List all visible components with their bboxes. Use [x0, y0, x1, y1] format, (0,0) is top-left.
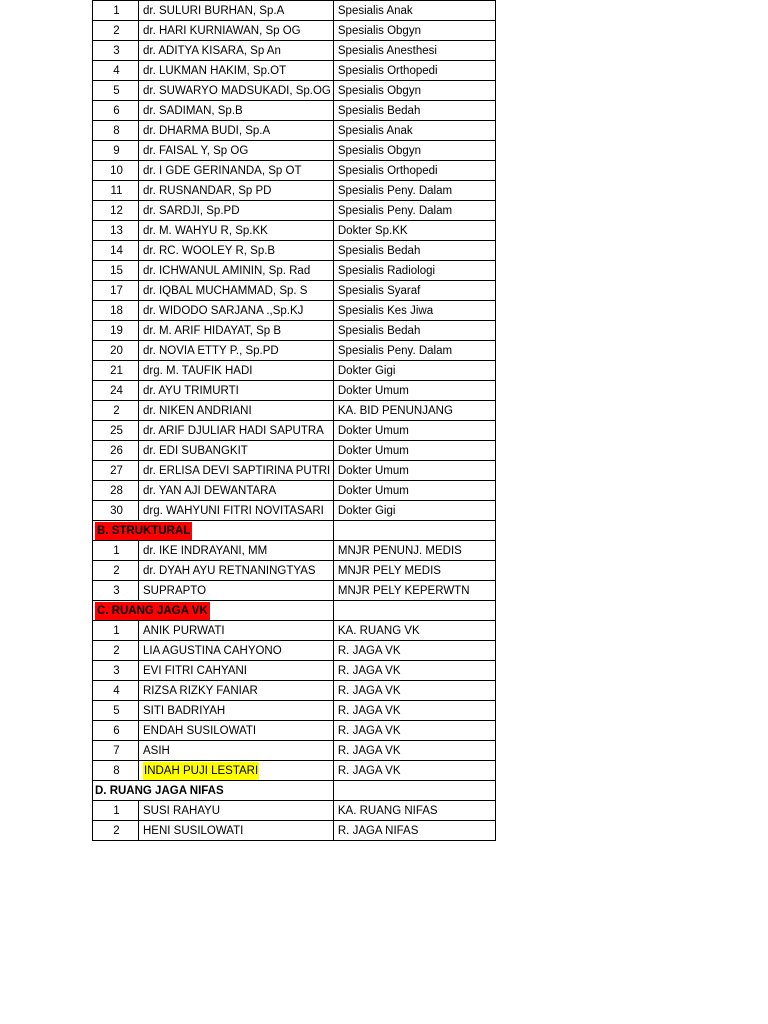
- table-row: [93, 561, 496, 581]
- table-row: [93, 41, 496, 61]
- row-number: 9: [93, 141, 139, 161]
- section-blank-cell: [333, 781, 495, 801]
- row-number: 1: [93, 801, 139, 821]
- table-row: [93, 141, 496, 161]
- row-number: 13: [93, 221, 139, 241]
- row-role: Dokter Gigi: [333, 501, 495, 521]
- table-row: [93, 201, 496, 221]
- row-number: 1: [93, 541, 139, 561]
- section-title: [93, 521, 334, 541]
- row-number: 2: [93, 401, 139, 421]
- row-name: ANIK PURWATI: [139, 621, 334, 641]
- row-name: dr. AYU TRIMURTI: [139, 381, 334, 401]
- row-name: dr. DYAH AYU RETNANINGTYAS: [139, 561, 334, 581]
- row-name: dr. DHARMA BUDI, Sp.A: [139, 121, 334, 141]
- table-row: [93, 621, 496, 641]
- section-title: D. RUANG JAGA NIFAS: [93, 781, 334, 801]
- row-number: 3: [93, 581, 139, 601]
- table-row: [93, 821, 496, 841]
- row-role: Spesialis Anesthesi: [333, 41, 495, 61]
- row-role: R. JAGA VK: [333, 681, 495, 701]
- table-body: [93, 1, 496, 841]
- row-number: 15: [93, 261, 139, 281]
- row-number: 6: [93, 721, 139, 741]
- table-row: [93, 61, 496, 81]
- row-name: dr. WIDODO SARJANA .,Sp.KJ: [139, 301, 334, 321]
- row-number: 1: [93, 621, 139, 641]
- row-role: Spesialis Obgyn: [333, 81, 495, 101]
- row-number: 28: [93, 481, 139, 501]
- table-row: [93, 641, 496, 661]
- row-role: Spesialis Peny. Dalam: [333, 201, 495, 221]
- row-name: RIZSA RIZKY FANIAR: [139, 681, 334, 701]
- table-row: [93, 161, 496, 181]
- table-row: [93, 721, 496, 741]
- row-name: dr. ERLISA DEVI SAPTIRINA PUTRI: [139, 461, 334, 481]
- table-row: [93, 101, 496, 121]
- row-role: Spesialis Peny. Dalam: [333, 341, 495, 361]
- row-name: drg. WAHYUNI FITRI NOVITASARI: [139, 501, 334, 521]
- row-role: R. JAGA VK: [333, 701, 495, 721]
- row-role: Spesialis Bedah: [333, 241, 495, 261]
- row-name: EVI FITRI CAHYANI: [139, 661, 334, 681]
- table-row: [93, 541, 496, 561]
- row-name: dr. EDI SUBANGKIT: [139, 441, 334, 461]
- row-role: Spesialis Bedah: [333, 101, 495, 121]
- row-role: Spesialis Radiologi: [333, 261, 495, 281]
- row-name: dr. LUKMAN HAKIM, Sp.OT: [139, 61, 334, 81]
- row-number: 30: [93, 501, 139, 521]
- row-number: 2: [93, 561, 139, 581]
- row-name: dr. YAN AJI DEWANTARA: [139, 481, 334, 501]
- table-row: [93, 21, 496, 41]
- table-row: [93, 661, 496, 681]
- row-number: 12: [93, 201, 139, 221]
- section-header-row: [93, 781, 496, 801]
- row-number: 19: [93, 321, 139, 341]
- row-role: Dokter Gigi: [333, 361, 495, 381]
- row-name: dr. IKE INDRAYANI, MM: [139, 541, 334, 561]
- row-number: 14: [93, 241, 139, 261]
- row-name: dr. ICHWANUL AMININ, Sp. Rad: [139, 261, 334, 281]
- row-role: Dokter Umum: [333, 381, 495, 401]
- row-name: drg. M. TAUFIK HADI: [139, 361, 334, 381]
- row-name: dr. IQBAL MUCHAMMAD, Sp. S: [139, 281, 334, 301]
- table-row: [93, 181, 496, 201]
- row-role: KA. BID PENUNJANG: [333, 401, 495, 421]
- table-row: [93, 221, 496, 241]
- row-name: dr. M. ARIF HIDAYAT, Sp B: [139, 321, 334, 341]
- row-number: 18: [93, 301, 139, 321]
- staff-table: [92, 0, 496, 841]
- section-header-row: [93, 521, 496, 541]
- row-name: dr. SARDJI, Sp.PD: [139, 201, 334, 221]
- row-name: dr. RC. WOOLEY R, Sp.B: [139, 241, 334, 261]
- row-name: [139, 761, 334, 781]
- row-role: Dokter Umum: [333, 481, 495, 501]
- row-role: MNJR PENUNJ. MEDIS: [333, 541, 495, 561]
- row-role: MNJR PELY KEPERWTN: [333, 581, 495, 601]
- row-number: 27: [93, 461, 139, 481]
- row-role: R. JAGA VK: [333, 641, 495, 661]
- row-name: dr. I GDE GERINANDA, Sp OT: [139, 161, 334, 181]
- section-blank-cell: [333, 521, 495, 541]
- row-name: dr. ARIF DJULIAR HADI SAPUTRA: [139, 421, 334, 441]
- row-number: 4: [93, 61, 139, 81]
- row-role: Dokter Umum: [333, 461, 495, 481]
- table-row: [93, 301, 496, 321]
- row-role: R. JAGA VK: [333, 661, 495, 681]
- row-number: 24: [93, 381, 139, 401]
- row-role: R. JAGA VK: [333, 761, 495, 781]
- table-row: [93, 341, 496, 361]
- row-number: 3: [93, 41, 139, 61]
- row-role: Dokter Sp.KK: [333, 221, 495, 241]
- table-row: [93, 741, 496, 761]
- table-row: [93, 261, 496, 281]
- table-row: [93, 281, 496, 301]
- row-number: 6: [93, 101, 139, 121]
- row-number: 2: [93, 821, 139, 841]
- row-role: KA. RUANG VK: [333, 621, 495, 641]
- section-title-highlight: C. RUANG JAGA VK: [95, 602, 210, 620]
- row-number: 21: [93, 361, 139, 381]
- table-row: [93, 321, 496, 341]
- row-name: dr. ADITYA KISARA, Sp An: [139, 41, 334, 61]
- row-name: dr. SADIMAN, Sp.B: [139, 101, 334, 121]
- row-number: 2: [93, 641, 139, 661]
- row-name: SITI BADRIYAH: [139, 701, 334, 721]
- table-row: [93, 421, 496, 441]
- table-row: [93, 441, 496, 461]
- row-number: 5: [93, 701, 139, 721]
- row-number: 20: [93, 341, 139, 361]
- row-role: Spesialis Anak: [333, 121, 495, 141]
- row-role: KA. RUANG NIFAS: [333, 801, 495, 821]
- row-number: 10: [93, 161, 139, 181]
- table-row: [93, 501, 496, 521]
- row-name-highlight: INDAH PUJI LESTARI: [143, 762, 259, 780]
- table-row: [93, 381, 496, 401]
- row-name: dr. NIKEN ANDRIANI: [139, 401, 334, 421]
- row-name: SUSI RAHAYU: [139, 801, 334, 821]
- row-role: Spesialis Obgyn: [333, 21, 495, 41]
- row-role: Spesialis Anak: [333, 1, 495, 21]
- row-number: 11: [93, 181, 139, 201]
- row-role: Dokter Umum: [333, 441, 495, 461]
- table-row: [93, 481, 496, 501]
- section-header-row: [93, 601, 496, 621]
- row-name: SUPRAPTO: [139, 581, 334, 601]
- row-name: HENI SUSILOWATI: [139, 821, 334, 841]
- row-number: 1: [93, 1, 139, 21]
- row-number: 8: [93, 121, 139, 141]
- section-title-highlight: B. STRUKTURAL: [95, 522, 192, 540]
- row-role: Spesialis Obgyn: [333, 141, 495, 161]
- row-name: ASIH: [139, 741, 334, 761]
- row-number: 5: [93, 81, 139, 101]
- row-role: Dokter Umum: [333, 421, 495, 441]
- row-name: dr. NOVIA ETTY P., Sp.PD: [139, 341, 334, 361]
- table-row: [93, 681, 496, 701]
- table-row: [93, 81, 496, 101]
- row-name: ENDAH SUSILOWATI: [139, 721, 334, 741]
- row-number: 3: [93, 661, 139, 681]
- row-number: 2: [93, 21, 139, 41]
- section-title: [93, 601, 334, 621]
- table-row: [93, 461, 496, 481]
- row-role: R. JAGA VK: [333, 721, 495, 741]
- row-number: 26: [93, 441, 139, 461]
- row-role: R. JAGA VK: [333, 741, 495, 761]
- table-row: [93, 701, 496, 721]
- row-role: Spesialis Syaraf: [333, 281, 495, 301]
- row-name: dr. M. WAHYU R, Sp.KK: [139, 221, 334, 241]
- table-row: [93, 1, 496, 21]
- table-row: [93, 241, 496, 261]
- row-name: dr. RUSNANDAR, Sp PD: [139, 181, 334, 201]
- row-name: dr. FAISAL Y, Sp OG: [139, 141, 334, 161]
- table-row: [93, 401, 496, 421]
- table-row: [93, 801, 496, 821]
- row-role: Spesialis Peny. Dalam: [333, 181, 495, 201]
- row-number: 8: [93, 761, 139, 781]
- section-blank-cell: [333, 601, 495, 621]
- table-row: [93, 761, 496, 781]
- row-name: dr. SUWARYO MADSUKADI, Sp.OG: [139, 81, 334, 101]
- row-role: Spesialis Orthopedi: [333, 61, 495, 81]
- row-name: LIA AGUSTINA CAHYONO: [139, 641, 334, 661]
- row-number: 17: [93, 281, 139, 301]
- row-role: Spesialis Kes Jiwa: [333, 301, 495, 321]
- row-name: dr. HARI KURNIAWAN, Sp OG: [139, 21, 334, 41]
- row-role: R. JAGA NIFAS: [333, 821, 495, 841]
- row-name: dr. SULURI BURHAN, Sp.A: [139, 1, 334, 21]
- row-number: 25: [93, 421, 139, 441]
- row-role: MNJR PELY MEDIS: [333, 561, 495, 581]
- table-row: [93, 361, 496, 381]
- table-row: [93, 581, 496, 601]
- row-number: 4: [93, 681, 139, 701]
- table-row: [93, 121, 496, 141]
- row-role: Spesialis Bedah: [333, 321, 495, 341]
- row-role: Spesialis Orthopedi: [333, 161, 495, 181]
- row-number: 7: [93, 741, 139, 761]
